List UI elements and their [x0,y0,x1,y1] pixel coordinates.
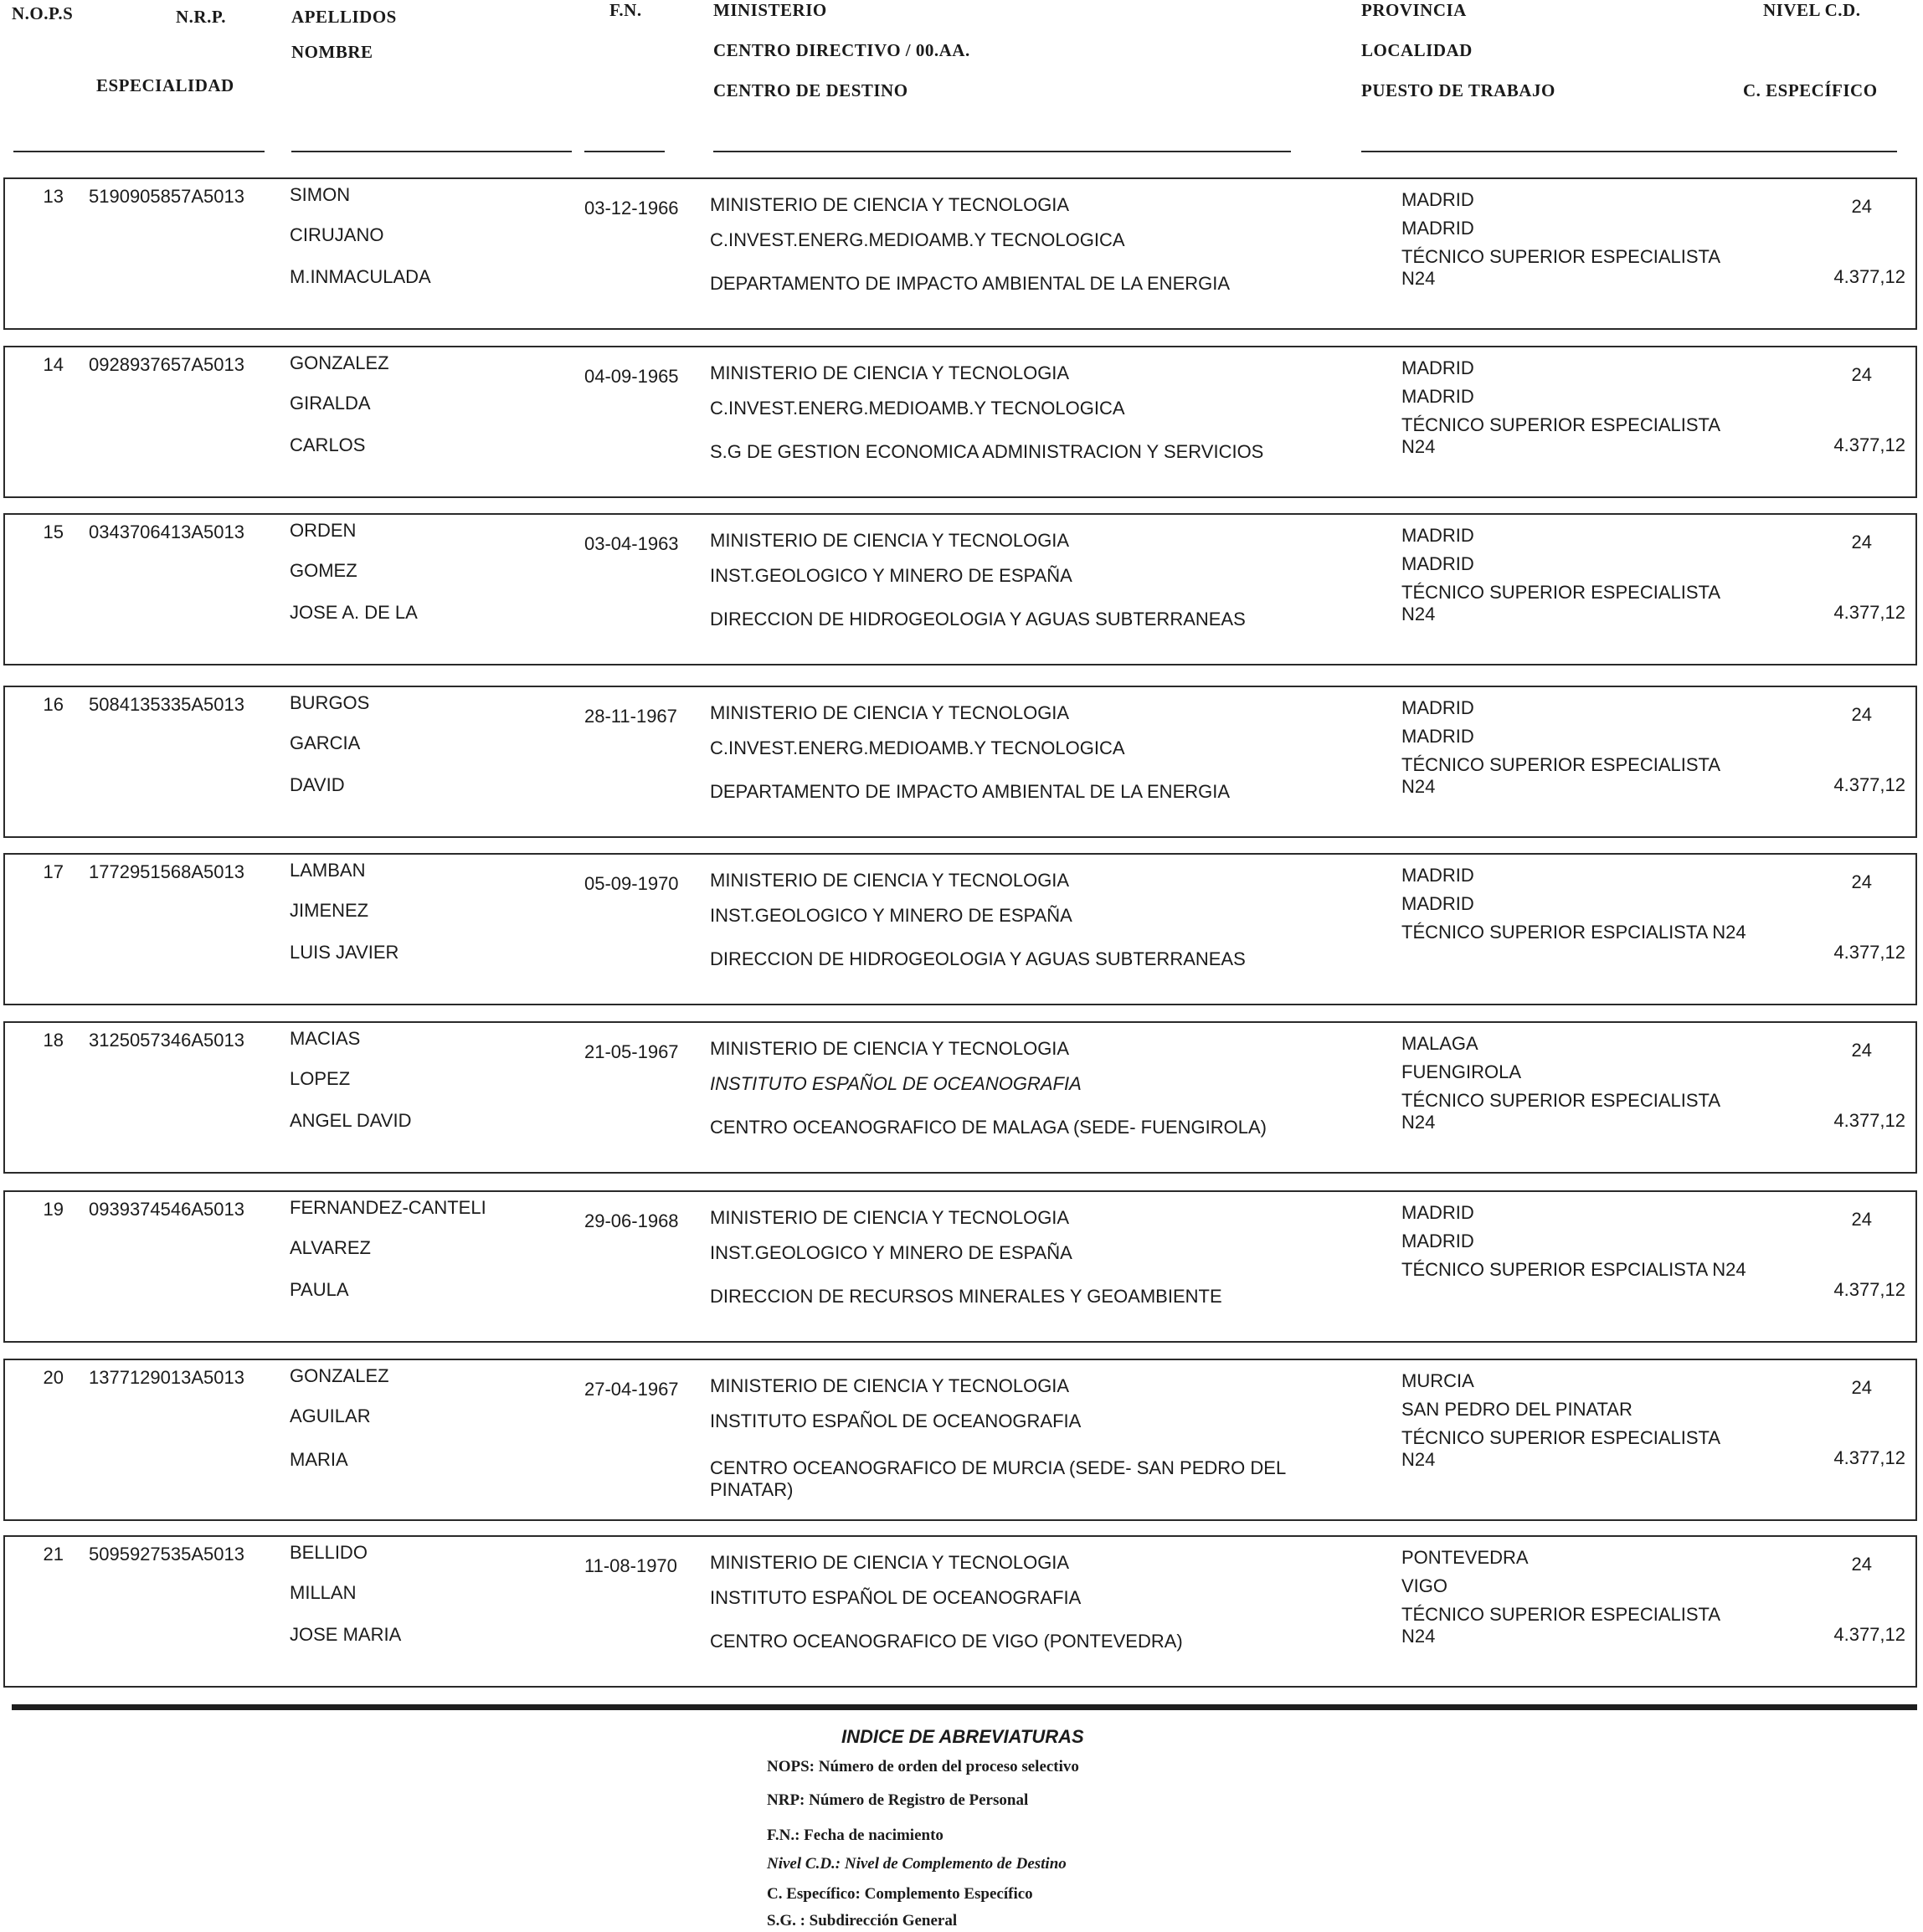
header-especialidad: ESPECIALIDAD [96,75,234,95]
legend-item: F.N.: Fecha de nacimiento [767,1827,944,1844]
record-localidad: MADRID [1401,553,1474,574]
record-centro-directivo: C.INVEST.ENERG.MEDIOAMB.Y TECNOLOGICA [710,737,1125,758]
record-fn: 03-04-1963 [584,533,679,554]
record-box [3,853,1917,1005]
record-c-especifico: 4.377,12 [1833,602,1905,623]
record-centro-destino: CENTRO OCEANOGRAFICO DE VIGO (PONTEVEDRA) [710,1631,1183,1652]
record-puesto-nivel: N24 [1401,604,1436,624]
record-provincia: MADRID [1401,1202,1474,1223]
record-puesto-nivel: N24 [1401,776,1436,797]
record-apellido2: ALVAREZ [290,1237,371,1258]
record-nops: 19 [43,1199,64,1220]
record-nombre: JOSE MARIA [290,1624,402,1645]
record-nombre: M.INMACULADA [290,266,431,287]
legend-item: NOPS: Número de orden del proceso selectivo [767,1758,1079,1775]
header-nops: N.O.P.S [12,3,74,23]
header-nivel: NIVEL C.D. [1763,0,1861,20]
record-nivel-cd: 24 [1851,1377,1872,1398]
record-c-especifico: 4.377,12 [1833,266,1905,287]
header-underline [13,151,265,152]
record-ministerio: MINISTERIO DE CIENCIA Y TECNOLOGIA [710,530,1070,551]
record-apellido2: CIRUJANO [290,224,384,245]
record-nrp: 5095927535A5013 [89,1544,244,1565]
record-box [3,513,1917,665]
record-nivel-cd: 24 [1851,532,1872,552]
legend-item: S.G. : Subdirección General [767,1912,958,1929]
record-box [3,1535,1917,1688]
record-puesto: TÉCNICO SUPERIOR ESPCIALISTA N24 [1401,922,1746,943]
record-centro-directivo: INST.GEOLOGICO Y MINERO DE ESPAÑA [710,565,1072,586]
record-puesto: TÉCNICO SUPERIOR ESPECIALISTA [1401,414,1721,435]
record-puesto-nivel: N24 [1401,268,1436,289]
record-puesto: TÉCNICO SUPERIOR ESPCIALISTA N24 [1401,1259,1746,1280]
record-nrp: 0939374546A5013 [89,1199,244,1220]
header-nrp: N.R.P. [176,7,226,27]
record-puesto: TÉCNICO SUPERIOR ESPECIALISTA [1401,754,1721,775]
record-centro-destino: DIRECCION DE HIDROGEOLOGIA Y AGUAS SUBTERRANEAS [710,609,1246,629]
record-centro-destino: DIRECCION DE RECURSOS MINERALES Y GEOAMBIENTE [710,1286,1222,1307]
record-fn: 11-08-1970 [584,1555,677,1576]
header-underline [713,151,1291,152]
record-puesto-nivel: N24 [1401,436,1436,457]
record-provincia: MADRID [1401,697,1474,718]
record-nivel-cd: 24 [1851,196,1872,217]
record-c-especifico: 4.377,12 [1833,1624,1905,1645]
header-fn: F.N. [609,0,642,20]
header-puesto: PUESTO DE TRABAJO [1361,80,1555,100]
record-localidad: FUENGIROLA [1401,1061,1522,1082]
record-puesto: TÉCNICO SUPERIOR ESPECIALISTA [1401,1604,1721,1625]
record-c-especifico: 4.377,12 [1833,774,1905,795]
record-puesto: TÉCNICO SUPERIOR ESPECIALISTA [1401,582,1721,603]
header-apellidos: APELLIDOS [291,7,397,27]
header-ministerio: MINISTERIO [713,0,827,20]
header-centro-directivo: CENTRO DIRECTIVO / 00.AA. [713,40,970,60]
record-box [3,1359,1917,1521]
record-nivel-cd: 24 [1851,704,1872,725]
record-provincia: MADRID [1401,357,1474,378]
record-nops: 21 [43,1544,64,1565]
record-nops: 17 [43,861,64,882]
record-box [3,1190,1917,1343]
header-provincia: PROVINCIA [1361,0,1467,20]
record-provincia: MURCIA [1401,1370,1474,1391]
record-centro-directivo: INSTITUTO ESPAÑOL DE OCEANOGRAFIA [710,1587,1082,1608]
record-fn: 29-06-1968 [584,1210,679,1231]
record-nops: 20 [43,1367,64,1388]
record-nivel-cd: 24 [1851,1554,1872,1575]
record-apellido1: ORDEN [290,520,357,541]
record-nops: 18 [43,1030,64,1051]
header-c-especifico: C. ESPECÍFICO [1743,80,1878,100]
record-nops: 15 [43,522,64,542]
record-box [3,686,1917,838]
record-box [3,346,1917,498]
record-nrp: 5084135335A5013 [89,694,244,715]
record-centro-directivo: INSTITUTO ESPAÑOL DE OCEANOGRAFIA [710,1410,1082,1431]
record-ministerio: MINISTERIO DE CIENCIA Y TECNOLOGIA [710,1207,1070,1228]
record-provincia: MALAGA [1401,1033,1478,1054]
record-apellido1: GONZALEZ [290,352,389,373]
record-puesto: TÉCNICO SUPERIOR ESPECIALISTA [1401,246,1721,267]
record-nombre: LUIS JAVIER [290,942,399,963]
legend-item: NRP: Número de Registro de Personal [767,1791,1029,1809]
record-centro-directivo: INST.GEOLOGICO Y MINERO DE ESPAÑA [710,1242,1072,1263]
record-apellido1: SIMON [290,184,351,205]
record-nombre: PAULA [290,1279,349,1300]
record-apellido2: GARCIA [290,732,361,753]
record-nivel-cd: 24 [1851,1209,1872,1230]
record-ministerio: MINISTERIO DE CIENCIA Y TECNOLOGIA [710,1038,1070,1059]
record-centro-destino: DEPARTAMENTO DE IMPACTO AMBIENTAL DE LA ENERGIA [710,781,1231,802]
record-puesto-nivel: N24 [1401,1626,1436,1647]
record-localidad: MADRID [1401,893,1474,914]
record-nombre: MARIA [290,1449,348,1470]
record-centro-directivo: C.INVEST.ENERG.MEDIOAMB.Y TECNOLOGICA [710,229,1125,250]
record-fn: 21-05-1967 [584,1041,679,1062]
record-box [3,1021,1917,1174]
record-provincia: MADRID [1401,189,1474,210]
record-c-especifico: 4.377,12 [1833,1279,1905,1300]
record-nrp: 5190905857A5013 [89,186,244,207]
record-apellido2: GIRALDA [290,393,371,414]
record-apellido2: LOPEZ [290,1068,351,1089]
record-ministerio: MINISTERIO DE CIENCIA Y TECNOLOGIA [710,362,1070,383]
record-c-especifico: 4.377,12 [1833,1110,1905,1131]
record-nivel-cd: 24 [1851,871,1872,892]
record-apellido2: MILLAN [290,1582,357,1603]
record-centro-directivo: INSTITUTO ESPAÑOL DE OCEANOGRAFIA [710,1073,1082,1094]
record-apellido2: AGUILAR [290,1405,371,1426]
record-nombre: DAVID [290,774,345,795]
record-nrp: 1377129013A5013 [89,1367,244,1388]
record-apellido1: MACIAS [290,1028,361,1049]
record-nrp: 0928937657A5013 [89,354,244,375]
record-ministerio: MINISTERIO DE CIENCIA Y TECNOLOGIA [710,702,1070,723]
legend-item: Nivel C.D.: Nivel de Complemento de Destino [767,1855,1067,1873]
record-puesto-nivel: N24 [1401,1112,1436,1133]
footer-rule [12,1704,1917,1710]
record-nombre: JOSE A. DE LA [290,602,418,623]
record-centro-destino: S.G DE GESTION ECONOMICA ADMINISTRACION Y SERVICIOS [710,441,1264,462]
record-puesto: TÉCNICO SUPERIOR ESPECIALISTA [1401,1427,1721,1448]
record-nops: 14 [43,354,64,375]
record-c-especifico: 4.377,12 [1833,942,1905,963]
record-centro-directivo: INST.GEOLOGICO Y MINERO DE ESPAÑA [710,905,1072,926]
record-apellido2: JIMENEZ [290,900,369,921]
record-nops: 16 [43,694,64,715]
record-centro-directivo: C.INVEST.ENERG.MEDIOAMB.Y TECNOLOGICA [710,398,1125,419]
record-ministerio: MINISTERIO DE CIENCIA Y TECNOLOGIA [710,194,1070,215]
record-centro-destino: CENTRO OCEANOGRAFICO DE MURCIA (SEDE- SAN PEDRO DEL PINATAR) [710,1457,1286,1500]
record-fn: 04-09-1965 [584,366,679,387]
header-nombre: NOMBRE [291,42,373,62]
header-underline [291,151,572,152]
header-centro-destino: CENTRO DE DESTINO [713,80,908,100]
record-puesto-nivel: N24 [1401,1449,1436,1470]
header-underline [584,151,665,152]
record-localidad: SAN PEDRO DEL PINATAR [1401,1399,1632,1420]
record-fn: 28-11-1967 [584,706,677,727]
record-provincia: PONTEVEDRA [1401,1547,1529,1568]
record-fn: 03-12-1966 [584,198,679,218]
record-localidad: MADRID [1401,726,1474,747]
record-localidad: MADRID [1401,1231,1474,1251]
record-provincia: MADRID [1401,865,1474,886]
record-ministerio: MINISTERIO DE CIENCIA Y TECNOLOGIA [710,1375,1070,1396]
record-apellido2: GOMEZ [290,560,357,581]
record-centro-destino: DEPARTAMENTO DE IMPACTO AMBIENTAL DE LA ENERGIA [710,273,1231,294]
record-nrp: 0343706413A5013 [89,522,244,542]
record-box [3,177,1917,330]
record-localidad: MADRID [1401,386,1474,407]
record-nops: 13 [43,186,64,207]
record-centro-destino: CENTRO OCEANOGRAFICO DE MALAGA (SEDE- FUENGIROLA) [710,1117,1267,1138]
record-c-especifico: 4.377,12 [1833,1447,1905,1468]
record-c-especifico: 4.377,12 [1833,434,1905,455]
record-provincia: MADRID [1401,525,1474,546]
record-apellido1: BURGOS [290,692,370,713]
record-ministerio: MINISTERIO DE CIENCIA Y TECNOLOGIA [710,1552,1070,1573]
record-fn: 27-04-1967 [584,1379,679,1400]
record-fn: 05-09-1970 [584,873,679,894]
header-underline [1361,151,1897,152]
record-ministerio: MINISTERIO DE CIENCIA Y TECNOLOGIA [710,870,1070,891]
legend-item: C. Específico: Complemento Específico [767,1885,1033,1903]
legend-title: INDICE DE ABREVIATURAS [841,1726,1084,1747]
record-puesto: TÉCNICO SUPERIOR ESPECIALISTA [1401,1090,1721,1111]
record-nivel-cd: 24 [1851,364,1872,385]
record-localidad: VIGO [1401,1575,1448,1596]
header-localidad: LOCALIDAD [1361,40,1473,60]
record-apellido1: FERNANDEZ-CANTELI [290,1197,486,1218]
record-nombre: CARLOS [290,434,366,455]
record-nombre: ANGEL DAVID [290,1110,412,1131]
record-localidad: MADRID [1401,218,1474,239]
record-nivel-cd: 24 [1851,1040,1872,1061]
record-apellido1: LAMBAN [290,860,366,881]
record-apellido1: BELLIDO [290,1542,368,1563]
record-nrp: 3125057346A5013 [89,1030,244,1051]
record-nrp: 1772951568A5013 [89,861,244,882]
record-centro-destino: DIRECCION DE HIDROGEOLOGIA Y AGUAS SUBTERRANEAS [710,948,1246,969]
record-apellido1: GONZALEZ [290,1365,389,1386]
